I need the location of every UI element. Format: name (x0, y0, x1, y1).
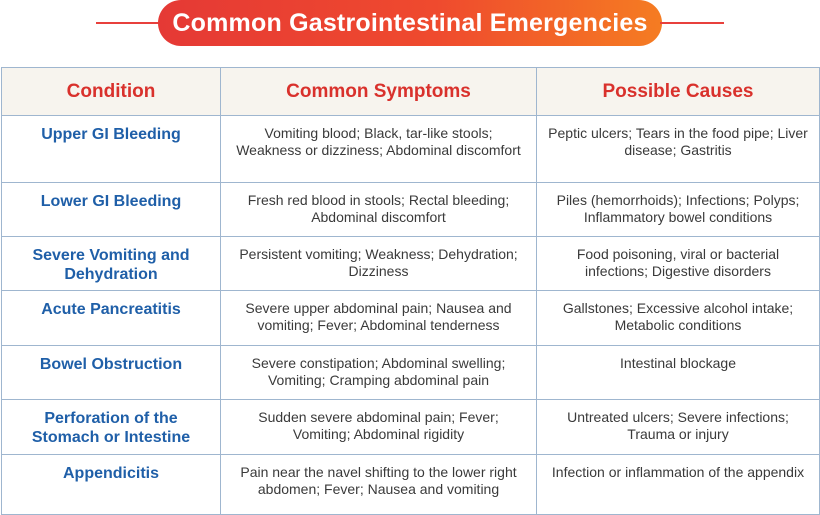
table-header (2, 68, 820, 116)
table-body (2, 116, 820, 515)
causes-cell: Untreated ulcers; Severe infections; Trauma or injury (537, 400, 820, 455)
condition-cell: Upper GI Bleeding (2, 116, 221, 183)
header-causes: Possible Causes (537, 68, 820, 116)
header-condition: Condition (2, 68, 221, 116)
symptoms-cell: Persistent vomiting; Weakness; Dehydration; Dizziness (221, 237, 537, 291)
title-banner (0, 0, 820, 48)
table-row (2, 291, 820, 346)
table-row (2, 455, 820, 515)
condition-cell: Severe Vomiting and Dehydration (2, 237, 221, 291)
symptoms-cell: Pain near the navel shifting to the lower right abdomen; Fever; Nausea and vomiting (221, 455, 537, 515)
symptoms-cell: Sudden severe abdominal pain; Fever; Vomiting; Abdominal rigidity (221, 400, 537, 455)
condition-cell: Appendicitis (2, 455, 221, 515)
symptoms-cell: Vomiting blood; Black, tar-like stools; Weakness or dizziness; Abdominal discomfort (221, 116, 537, 183)
title-divider-left (96, 22, 160, 24)
table-row (2, 237, 820, 291)
causes-cell: Food poisoning, viral or bacterial infections; Digestive disorders (537, 237, 820, 291)
symptoms-cell: Fresh red blood in stools; Rectal bleeding; Abdominal discomfort (221, 183, 537, 237)
condition-cell: Acute Pancreatitis (2, 291, 221, 346)
causes-cell: Intestinal blockage (537, 346, 820, 400)
causes-cell: Piles (hemorrhoids); Infections; Polyps; Inflammatory bowel conditions (537, 183, 820, 237)
causes-cell: Peptic ulcers; Tears in the food pipe; Liver disease; Gastritis (537, 116, 820, 183)
symptoms-cell: Severe upper abdominal pain; Nausea and vomiting; Fever; Abdominal tenderness (221, 291, 537, 346)
header-symptoms: Common Symptoms (221, 68, 537, 116)
header-row (2, 68, 820, 116)
emergencies-table (1, 67, 820, 515)
causes-cell: Gallstones; Excessive alcohol intake; Metabolic conditions (537, 291, 820, 346)
table-row (2, 346, 820, 400)
condition-cell: Perforation of the Stomach or Intestine (2, 400, 221, 455)
title-divider-right (660, 22, 724, 24)
symptoms-cell: Severe constipation; Abdominal swelling; Vomiting; Cramping abdominal pain (221, 346, 537, 400)
table-row (2, 400, 820, 455)
table-row (2, 116, 820, 183)
condition-cell: Bowel Obstruction (2, 346, 221, 400)
table-row (2, 183, 820, 237)
causes-cell: Infection or inflammation of the appendix (537, 455, 820, 515)
condition-cell: Lower GI Bleeding (2, 183, 221, 237)
page-title: Common Gastrointestinal Emergencies (158, 0, 662, 46)
